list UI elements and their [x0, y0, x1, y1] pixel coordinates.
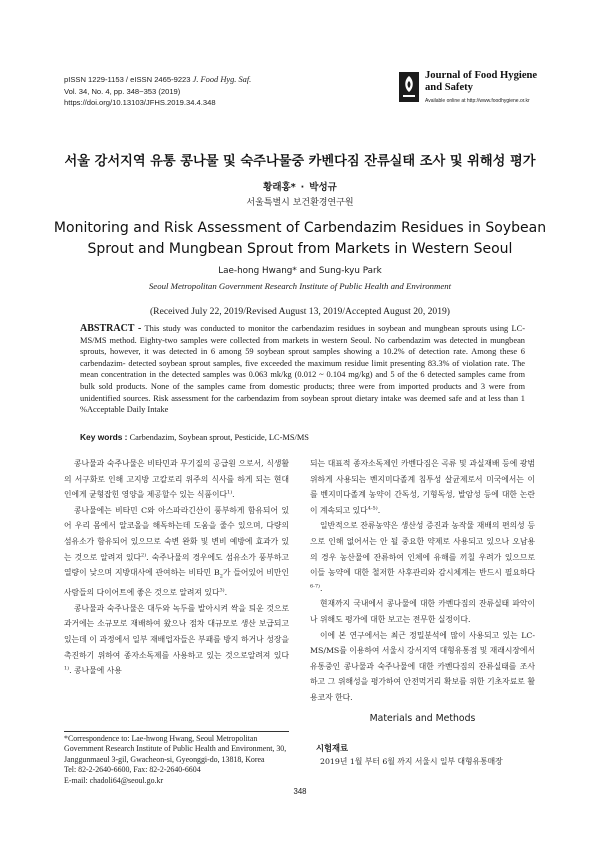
materials-paragraph: 2019년 1월 부터 6월 까지 서울시 일부 대형유통매장: [320, 757, 503, 766]
abstract: [80, 323, 525, 416]
logo-title: Journal of Food Hygiene and Safety: [425, 70, 538, 93]
correspondence-footnote: *Correspondence to: Lae-hwong Hwang, Seoul Metropolitan Government Research Institute of Public Health and Environment, 30, Janggunmaeul 3-gil, Gwacheon-si, Gyeonggi-do, 13818, Korea Tel: 82-2-2640-6600, Fax: 82-2-2640-6604 E-mail: chadoli64@seoul.go.kr: [64, 734, 292, 786]
author-separator: ·: [300, 182, 305, 193]
author-second: 박성규: [309, 182, 337, 193]
journal-logo: [399, 70, 544, 110]
volume-line: Vol. 34, No. 4, pp. 348~353 (2019): [64, 86, 181, 96]
citation: 3): [219, 587, 225, 594]
paragraph: 콩나물에는 비타민 C와 아스파라긴산이 풍부하게 함유되어 있어 우리 몸에서 알코올을 해독하는데 도움을 줄수 있으며, 다량의 섬유소가 함유되어 있으므로 숙변 완화 및 변비 예방에 효과가 있는 것으로 알려져 있다$^{2)}$. 숙주나물의 경우에도 섬유소가 풍부하고 열량이 낮으며 지방대사에 관여하는 비타민 $B_2$가 들어있어 비만인 사람들의 다이어트에 좋은 것으로 알려져 있다$^{3)}$.: [64, 505, 289, 598]
citation: 2): [141, 551, 147, 558]
paragraph: 콩나물과 숙주나물은 비타민과 무기질의 공급원 으로서, 식생활의 서구화로 인해 고지방 고칼로리 위주의 식사를 하게 되는 현대인에게 균형잡힌 영양을 제공할수 있는 식품이다$^{1)}$.: [64, 459, 289, 500]
abstract-label: ABSTRACT -: [80, 323, 142, 334]
journal-url[interactable]: Available online at http://www.foodhygiene.or.kr: [425, 98, 530, 104]
keywords-label: Key words :: [80, 432, 128, 442]
email-address[interactable]: E-mail: chadoli64@seoul.go.kr: [64, 775, 164, 785]
affiliation-korean: 서울특별시 보건환경연구원: [246, 198, 354, 208]
citation: 1): [64, 665, 70, 672]
paragraph: 되는 대표적 종자소독제인 카벤다짐은 곡류 및 과실재배 등에 광범위하게 사용되는 벤지미다졸계 침투성 살균제로서 미국에서는 이를 벤지미다졸계 농약이 간독성, 기형독성, 발암성 등에 대한 논란이 계속되고 있다$^{4-5)}$.: [310, 459, 535, 515]
section-heading: Materials and Methods: [369, 713, 476, 724]
subsection-heading: 시험재료: [316, 743, 349, 753]
citation: 1): [227, 489, 233, 496]
title-korean: 서울 강서지역 유통 콩나물 및 숙주나물중 카벤다짐 잔류실태 조사 및 위해성 평가: [64, 154, 536, 169]
journal-abbrev: J. Food Hyg. Saf.: [192, 75, 252, 84]
abstract-text: This study was conducted to monitor the carbendazim residues in soybean and mungbean sprouts using LC-MS/MS method. Eighty-two samples were collected from markets in western Seoul. No carbendazim was detected in mungbean sprouts, however, it was detected in 6 among 59 soybean sprout samples showing a 10.2% of detection rate. Among these 6 carbendazim- detected soybean sprout samples, five exceeded the maximum residue limit presenting 83.3% of violation rate. The mean concentration in the detected samples was 0.063 mk/kg (0.012 ~ 0.104 mg/kg) and 5 of the 6 detected samples came from bulk sold products. None of the samples came from domestic products; three were from imported products and 3 were from unidentified sources. Risk assessment for the carbendazim from soybean sprout dietary intake was deemed safe and at less than 1 %Acceptable Daily Intake: [80, 324, 525, 415]
journal-emblem-icon: [399, 72, 419, 102]
title-english: Monitoring and Risk Assessment of Carbendazim Residues in Soybean Sprout and Mungbean Sprout from Markets in Western Seoul: [53, 220, 547, 257]
paragraph: 이에 본 연구에서는 최근 정밀분석에 많이 사용되고 있는 LC-MS/MS를 이용하여 서울시 강서지역 대형유통점 및 재래시장에서 유통중인 콩나물과 숙주나물에 대한 카벤다짐의 잔류실태를 조사하고 그 위해성을 평가하여 안전먹거리 확보를 위한 기초자료로 활용코자 한다.: [310, 630, 535, 702]
page-number: 348: [293, 787, 307, 796]
citation: 6-7): [310, 583, 321, 590]
body-column-right: [310, 456, 535, 706]
paragraph: 콩나물과 숙주나물은 대두와 녹두를 발아시켜 싹을 틔운 것으로 과거에는 소규모로 재배하여 왔으나 점차 대규모로 생산 보급되고 있는데 이 과정에서 일부 재배업자들은 부패를 방지 하거나 성장을 촉진하기 위하여 종자소독제를 사용하고 있는 것으로알려져 있다$^{1)}$. 콩나물에 사용: [64, 603, 289, 676]
footnote-divider: [64, 731, 289, 732]
authors-english: Lae-hong Hwang* and Sung-kyu Park: [218, 266, 382, 276]
paragraph: 현재까지 국내에서 콩나물에 대한 카벤다짐의 잔류실태 파악이나 위해도 평가에 대한 보고는 전무한 실정이다.: [310, 599, 535, 624]
body-column-left: [64, 456, 289, 679]
keywords: [80, 432, 525, 442]
received-dates: (Received July 22, 2019/Revised August 13, 2019/Accepted August 20, 2019): [149, 306, 451, 317]
doi-link[interactable]: https://doi.org/10.13103/JFHS.2019.34.4.348: [64, 98, 216, 107]
authors-korean: [0, 179, 600, 193]
subscript: 2: [219, 573, 223, 580]
affiliation-english: Seoul Metropolitan Government Research Institute of Public Health and Environment: [148, 281, 452, 291]
journal-info: [64, 74, 251, 109]
keywords-text: Carbendazim, Soybean sprout, Pesticide, LC-MS/MS: [129, 433, 309, 442]
citation: 4-5): [367, 505, 378, 512]
paragraph: 일반적으로 잔류농약은 생산성 증진과 농작물 재배의 편의성 등으로 인해 없어서는 안 될 중요한 약제로 사용되고 있으나 오남용의 경우 농산물에 잔류하여 인체에 유해를 끼칠 우려가 있으므로 이들 농약에 대한 철저한 사후관리와 감시체계는 반드시 필요하다$^{6-7)}$.: [310, 521, 535, 593]
issn-line: pISSN 1229-1153 / eISSN 2465-9223 J. Food Hyg. Saf.: [64, 75, 252, 84]
author-first: 황래홍*: [263, 182, 296, 193]
